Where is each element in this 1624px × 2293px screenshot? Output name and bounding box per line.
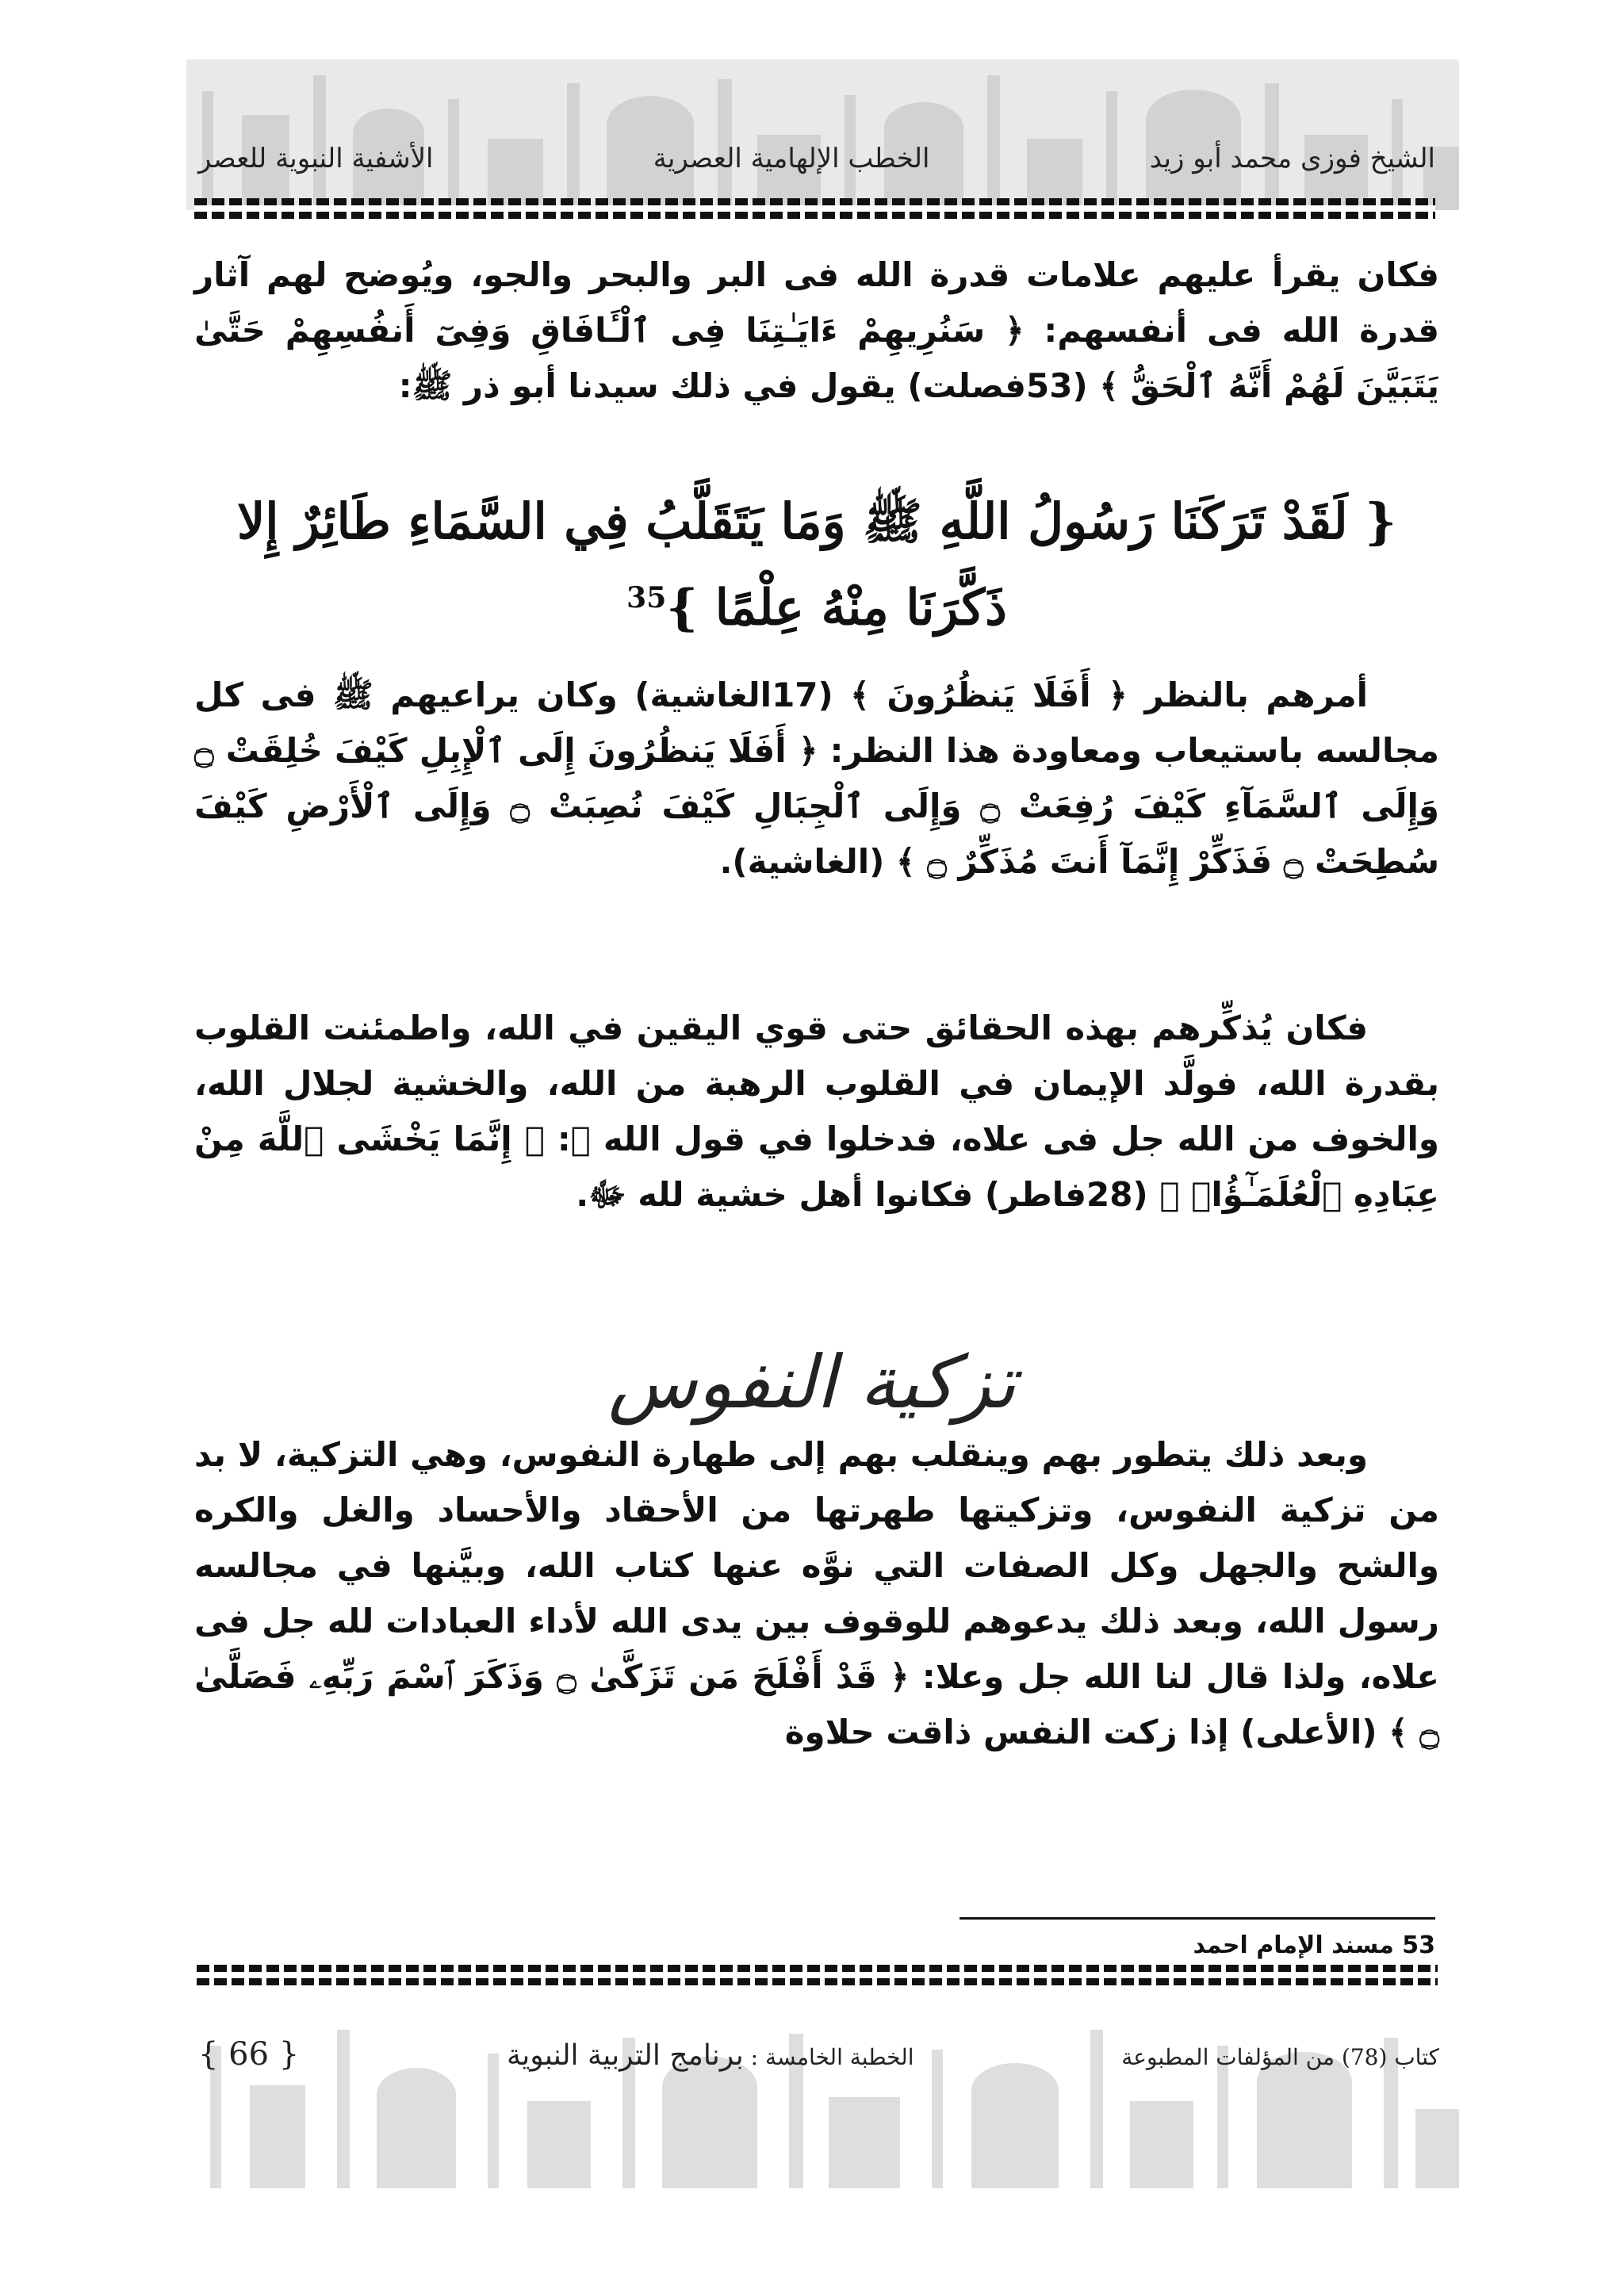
mosque-skyline-header (186, 59, 1459, 210)
page-number: { 66 } (198, 2036, 300, 2073)
hadith-quote (194, 484, 1439, 646)
footer-divider (197, 1965, 1438, 1985)
footer-sermon-label: الخطبة الخامسة : (750, 2044, 914, 2070)
paragraph-1: فكان يقرأ عليهم علامات قدرة الله فى البر والبحر والجو، ويُوضح لهم آثار قدرة الله فى أنفسهم: ﴿ سَنُرِيهِمْ ءَايَـٰتِنَا فِى ٱلْـَٔافَاقِ وَفِىٓ أَنفُسِهِمْ حَتَّىٰ يَتَبَيَّنَ لَهُمْ أَنَّهُ ٱلْحَقُّ ﴾ (53فصلت) يقول في ذلك سيدنا أبو ذر ﷺ: (194, 255, 1439, 405)
header-series: الخطب الإلهامية العصرية (653, 143, 930, 174)
paragraph-4: وبعد ذلك يتطور بهم وينقلب بهم إلى طهارة النفوس، وهي التزكية، لا بد من تزكية النفوس، وتزكيتها طهرتها من الأحقاد والأحساد والغل والكره والشح والجهل وكل الصفات التي نوَّه عنها كتاب الله، وبيَّنها في مجالسه رسول الله، وبعد ذلك يدعوهم للوقوف بين يدى الله لأداء العبادات لله جل فى علاه، ولذا قال لنا الله جل وعلا: ﴿ قَدْ أَفْلَحَ مَن تَزَكَّىٰ ۝ وَذَكَرَ ٱسْمَ رَبِّهِۦ فَصَلَّىٰ ۝ ﴾ (الأعلى) إذا زكت النفس ذاقت حلاوة (194, 1435, 1439, 1751)
running-footer (198, 2036, 1439, 2073)
hadith-text: { لَقَدْ تَرَكَنَا رَسُولُ اللَّهِ ﷺ وَمَا يَتَقَلَّبُ فِي السَّمَاءِ طَائِرٌ إِلا ذَكَّرَنَا مِنْهُ عِلْمًا } (236, 492, 1397, 637)
running-header (198, 143, 1435, 174)
mosque-skyline-footer (186, 1998, 1459, 2188)
hadith-footnote-ref: 35 (626, 581, 667, 614)
header-author: الشيخ فوزى محمد أبو زيد (1149, 143, 1435, 174)
footnote: 53 مسند الإمام احمد (1193, 1931, 1435, 1959)
footer-book-count: كتاب (78) من المؤلفات المطبوعة (1121, 2044, 1439, 2070)
footnote-separator (959, 1917, 1435, 1920)
paragraph-3: فكان يُذكِّرهم بهذه الحقائق حتى قوي اليقين في الله، واطمئنت القلوب بقدرة الله، فولَّد الإيمان في القلوب الرهبة من الله، والخشية لجلال الله، والخوف من الله جل فى علاه، فدخلوا في قول الله ﷻ: ﴿ إِنَّمَا يَخْشَى ٱللَّهَ مِنْ عِبَادِهِ ٱلْعُلَمَـٰٓؤُا۟ ﴾ (28فاطر) فكانوا أهل خشية لله ﷻ. (194, 1009, 1439, 1214)
paragraph-2: أمرهم بالنظر ﴿ أَفَلَا يَنظُرُونَ ﴾ (17الغاشية) وكان يراعيهم ﷺ فى كل مجالسه باستيعاب ومعاودة هذا النظر: ﴿ أَفَلَا يَنظُرُونَ إِلَى ٱلْإِبِلِ كَيْفَ خُلِقَتْ ۝ وَإِلَى ٱلسَّمَآءِ كَيْفَ رُفِعَتْ ۝ وَإِلَى ٱلْجِبَالِ كَيْفَ نُصِبَتْ ۝ وَإِلَى ٱلْأَرْضِ كَيْفَ سُطِحَتْ ۝ فَذَكِّرْ إِنَّمَآ أَنتَ مُذَكِّرٌ ۝ ﴾ (الغاشية). (194, 676, 1439, 881)
header-divider (194, 198, 1435, 219)
footer-sermon (507, 2039, 914, 2072)
footer-program: برنامج التربية النبوية (506, 2039, 744, 2072)
header-book-title: الأشفية النبوية للعصر (198, 143, 434, 174)
section-heading: تزكية النفوس (607, 1340, 1017, 1425)
